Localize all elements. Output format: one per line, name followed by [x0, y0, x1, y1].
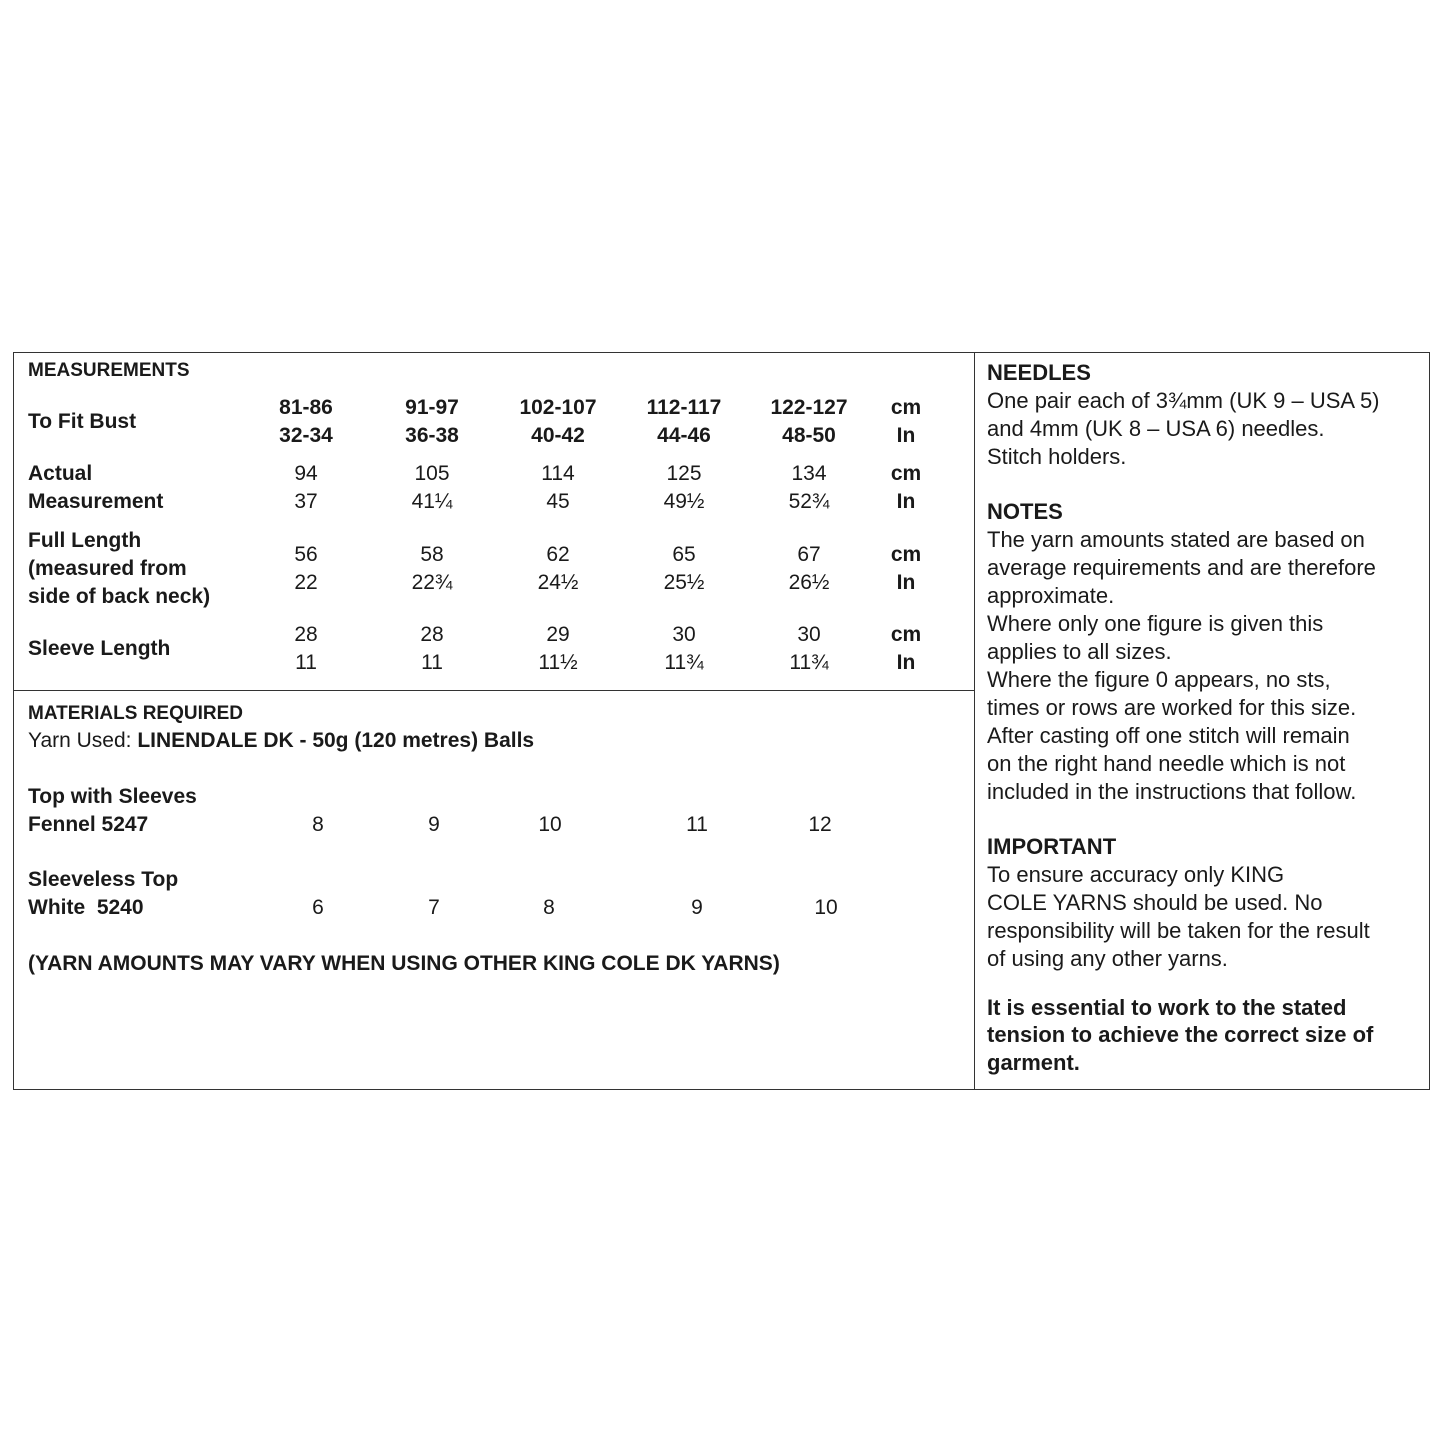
row-label-to-fit-bust: To Fit Bust: [28, 410, 137, 433]
row-label-full-length: Full Length: [28, 529, 142, 552]
notes-line: The yarn amounts stated are based on: [987, 527, 1365, 552]
value-cm: 58: [420, 543, 444, 566]
materials-heading: MATERIALS REQUIRED: [28, 703, 243, 724]
value-in: 45: [546, 490, 570, 513]
needles-line: One pair each of 3¾mm (UK 9 – USA 5): [987, 388, 1380, 413]
notes-heading: NOTES: [987, 499, 1063, 524]
size-in: 40-42: [531, 424, 585, 447]
value-in: 52¾: [788, 490, 830, 513]
important-line: COLE YARNS should be used. No: [987, 890, 1323, 915]
value-cm: 105: [414, 462, 450, 485]
value-cm: 62: [546, 543, 570, 566]
value-cm: 125: [666, 462, 702, 485]
group-label-top-with-sleeves: Fennel 5247: [28, 813, 149, 836]
measurements-heading: MEASUREMENTS: [28, 360, 190, 381]
important-heading: IMPORTANT: [987, 834, 1117, 859]
notes-line: Where the figure 0 appears, no sts,: [987, 667, 1331, 692]
size-cm: 91-97: [405, 396, 459, 419]
tension-warning-line: tension to achieve the correct size of: [987, 1022, 1374, 1047]
ball-count: 10: [538, 813, 562, 836]
size-cm: 102-107: [519, 396, 597, 419]
unit-cm: cm: [890, 462, 922, 485]
tension-warning-line: garment.: [987, 1050, 1080, 1075]
yarn-amount-note: (YARN AMOUNTS MAY VARY WHEN USING OTHER KING COLE DK YARNS): [28, 952, 780, 975]
value-cm: 29: [546, 623, 570, 646]
value-cm: 28: [294, 623, 318, 646]
needles-line: and 4mm (UK 8 – USA 6) needles.: [987, 416, 1325, 441]
important-line: of using any other yarns.: [987, 946, 1228, 971]
value-in: 41¼: [411, 490, 453, 513]
notes-line: After casting off one stitch will remain: [987, 723, 1350, 748]
ball-count: 12: [808, 813, 832, 836]
row-label-full-length: (measured from: [28, 557, 187, 580]
unit-cm: cm: [890, 396, 922, 419]
ball-count: 9: [691, 896, 703, 919]
notes-line: average requirements and are therefore: [987, 555, 1376, 580]
size-cm: 112-117: [646, 396, 722, 419]
unit-cm: cm: [890, 623, 922, 646]
important-line: responsibility will be taken for the result: [987, 918, 1370, 943]
unit-in: In: [896, 651, 916, 674]
important-line: To ensure accuracy only KING: [987, 862, 1285, 887]
column-divider: [974, 352, 975, 1090]
value-cm: 94: [294, 462, 318, 485]
size-in: 48-50: [782, 424, 836, 447]
ball-count: 8: [543, 896, 555, 919]
yarn-used-line: [28, 727, 534, 755]
value-in: 22¾: [411, 571, 453, 594]
row-label-sleeve-length: Sleeve Length: [28, 637, 171, 660]
yarn-name: LINENDALE DK - 50g (120 metres) Balls: [137, 729, 535, 752]
unit-cm: cm: [890, 543, 922, 566]
unit-in: In: [896, 490, 916, 513]
value-in: 49½: [663, 490, 705, 513]
size-cm: 81-86: [279, 396, 333, 419]
value-cm: 114: [541, 462, 575, 485]
size-in: 36-38: [405, 424, 459, 447]
row-label-actual: Measurement: [28, 490, 164, 513]
value-in: 25½: [663, 571, 705, 594]
ball-count: 9: [428, 813, 440, 836]
section-divider: [13, 690, 974, 691]
value-in: 11¾: [664, 651, 704, 674]
size-in: 44-46: [657, 424, 711, 447]
value-cm: 30: [672, 623, 696, 646]
unit-in: In: [896, 571, 916, 594]
size-in: 32-34: [279, 424, 333, 447]
yarn-used-prefix: Yarn Used:: [28, 729, 138, 752]
row-label-actual: Actual: [28, 462, 93, 485]
ball-count: 6: [312, 896, 324, 919]
group-label-sleeveless-top: White 5240: [28, 896, 144, 919]
value-cm: 28: [420, 623, 444, 646]
needles-heading: NEEDLES: [987, 360, 1091, 385]
value-in: 11½: [538, 651, 578, 674]
value-in: 11: [421, 651, 443, 674]
tension-warning-line: It is essential to work to the stated: [987, 995, 1347, 1020]
unit-in: In: [896, 424, 916, 447]
value-cm: 67: [797, 543, 821, 566]
value-cm: 65: [672, 543, 696, 566]
value-cm: 134: [791, 462, 827, 485]
ball-count: 8: [312, 813, 324, 836]
value-in: 24½: [537, 571, 579, 594]
notes-line: applies to all sizes.: [987, 639, 1172, 664]
notes-line: Where only one figure is given this: [987, 611, 1324, 636]
notes-line: approximate.: [987, 583, 1115, 608]
size-cm: 122-127: [770, 396, 848, 419]
value-in: 22: [294, 571, 318, 594]
group-label-sleeveless-top: Sleeveless Top: [28, 868, 179, 891]
needles-line: Stitch holders.: [987, 444, 1127, 469]
notes-line: on the right hand needle which is not: [987, 751, 1346, 776]
value-cm: 56: [294, 543, 318, 566]
notes-line: times or rows are worked for this size.: [987, 695, 1357, 720]
value-cm: 30: [797, 623, 821, 646]
row-label-full-length: side of back neck): [28, 585, 211, 608]
notes-line: included in the instructions that follow.: [987, 779, 1357, 804]
value-in: 11: [295, 651, 317, 674]
ball-count: 10: [814, 896, 838, 919]
ball-count: 7: [428, 896, 440, 919]
group-label-top-with-sleeves: Top with Sleeves: [28, 785, 197, 808]
value-in: 11¾: [789, 651, 829, 674]
value-in: 37: [294, 490, 318, 513]
value-in: 26½: [788, 571, 830, 594]
ball-count: 11: [686, 813, 708, 836]
